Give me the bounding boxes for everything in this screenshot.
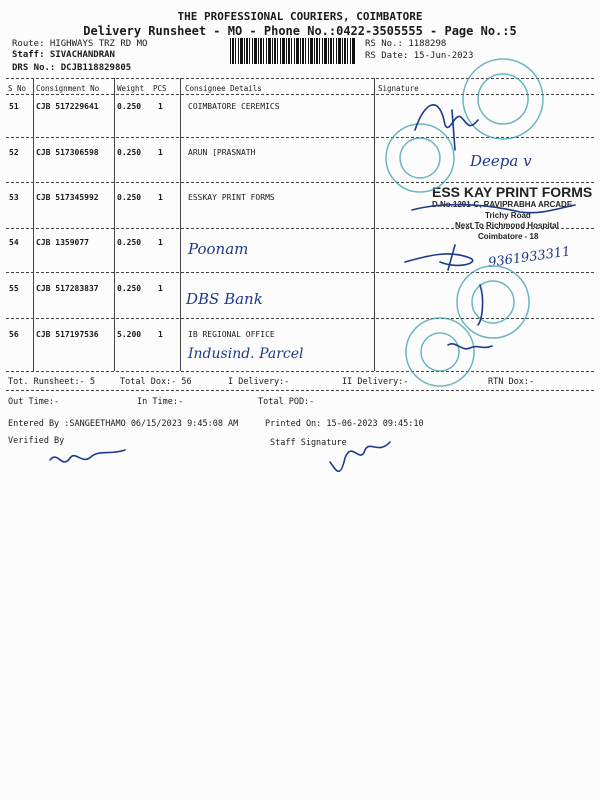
row-consignee: ARUN [PRASNATH bbox=[188, 148, 256, 157]
handwritten-consignee: DBS Bank bbox=[186, 290, 263, 308]
col-header-weight: Weight bbox=[117, 84, 145, 93]
total-pod: Total POD:- bbox=[258, 397, 315, 407]
total-dox: Total Dox:- 56 bbox=[120, 377, 192, 387]
row-weight: 0.250 bbox=[117, 148, 142, 157]
handwritten-consignee: Poonam bbox=[188, 240, 249, 258]
esskay-stamp-address: Next To Richmond Hospital bbox=[455, 221, 559, 230]
esskay-stamp-address: Trichy Road bbox=[485, 211, 531, 220]
staff-signature-label: Staff Signature bbox=[270, 438, 347, 448]
row-sno: 56 bbox=[9, 330, 19, 339]
row-pcs: 1 bbox=[158, 238, 163, 247]
row-consignment: CJB 517197536 bbox=[36, 330, 99, 339]
signature-row1-icon bbox=[415, 105, 478, 130]
row-consignment: CJB 517306598 bbox=[36, 148, 99, 157]
row-sno: 51 bbox=[9, 102, 19, 111]
row-pcs: 1 bbox=[158, 330, 163, 339]
staff-signature-icon bbox=[330, 442, 390, 471]
ii-delivery: II Delivery:- bbox=[342, 377, 409, 387]
entered-by: Entered By :SANGEETHAMO 06/15/2023 9:45:08 AM bbox=[8, 419, 239, 429]
col-header-pcs: PCS bbox=[153, 84, 167, 93]
signature-row6-icon bbox=[448, 344, 492, 349]
row-sno: 53 bbox=[9, 193, 19, 202]
col-header-consignment: Consignment No bbox=[36, 84, 100, 93]
col-header-signature: Signature bbox=[378, 84, 419, 93]
signature-row4-icon bbox=[405, 254, 473, 266]
row-consignment: CJB 517345992 bbox=[36, 193, 99, 202]
bank-stamp-icon bbox=[457, 266, 529, 338]
row-consignee: COIMBATORE CEREMICS bbox=[188, 102, 280, 111]
col-header-sno: S No bbox=[8, 84, 27, 93]
rs-number: RS No.: 1188298 bbox=[365, 39, 447, 49]
row-sno: 55 bbox=[9, 284, 19, 293]
in-time: In Time:- bbox=[137, 397, 184, 407]
row-pcs: 1 bbox=[158, 284, 163, 293]
staff-label: Staff: SIVACHANDRAN bbox=[12, 50, 115, 60]
route-label: Route: HIGHWAYS TRZ RD MO bbox=[12, 39, 148, 49]
row-consignee: ESSKAY PRINT FORMS bbox=[188, 193, 275, 202]
printed-on: Printed On: 15-06-2023 09:45:10 bbox=[265, 419, 424, 429]
row-sno: 54 bbox=[9, 238, 19, 247]
handwritten-phone: 9361933311 bbox=[487, 244, 572, 271]
row-consignment: CJB 1359077 bbox=[36, 238, 89, 247]
row-weight: 0.250 bbox=[117, 284, 142, 293]
round-stamp-icon bbox=[386, 124, 454, 192]
handwritten-consignee: Indusind. Parcel bbox=[188, 346, 304, 362]
row-pcs: 1 bbox=[158, 193, 163, 202]
row-consignee: IB REGIONAL OFFICE bbox=[188, 330, 275, 339]
total-runsheet: Tot. Runsheet:- 5 bbox=[8, 377, 95, 387]
rs-date: RS Date: 15-Jun-2023 bbox=[365, 51, 474, 61]
company-title: THE PROFESSIONAL COURIERS, COIMBATORE bbox=[177, 10, 423, 23]
row-consignment: CJB 517283837 bbox=[36, 284, 99, 293]
row-consignment: CJB 517229641 bbox=[36, 102, 99, 111]
rtn-dox: RTN Dox:- bbox=[488, 377, 535, 387]
runsheet-subtitle: Delivery Runsheet - MO - Phone No.:0422-3505555 - Page No.:5 bbox=[83, 24, 517, 38]
row-pcs: 1 bbox=[158, 102, 163, 111]
row-weight: 0.250 bbox=[117, 102, 142, 111]
company-stamp-icon bbox=[463, 59, 543, 139]
drs-number: DRS No.: DCJB118829805 bbox=[12, 63, 132, 73]
col-header-consignee: Consignee Details bbox=[185, 84, 262, 93]
handwritten-receiver-name: Deepa v bbox=[470, 152, 532, 170]
row-weight: 5.200 bbox=[117, 330, 142, 339]
esskay-stamp-name: ESS KAY PRINT FORMS bbox=[432, 184, 593, 200]
esskay-stamp-address: D.No.1291-C, RAVIPRABHA ARCADE bbox=[432, 200, 573, 209]
esskay-stamp-address: Coimbatore - 18 bbox=[478, 232, 539, 241]
signature-row3-icon bbox=[412, 205, 575, 213]
row-weight: 0.250 bbox=[117, 238, 142, 247]
indusind-stamp-icon bbox=[406, 318, 474, 386]
row-sno: 52 bbox=[9, 148, 19, 157]
verifier-signature-icon bbox=[50, 450, 125, 462]
i-delivery: I Delivery:- bbox=[228, 377, 290, 387]
row-weight: 0.250 bbox=[117, 193, 142, 202]
row-pcs: 1 bbox=[158, 148, 163, 157]
out-time: Out Time:- bbox=[8, 397, 60, 407]
verified-by-label: Verified By bbox=[8, 436, 65, 446]
